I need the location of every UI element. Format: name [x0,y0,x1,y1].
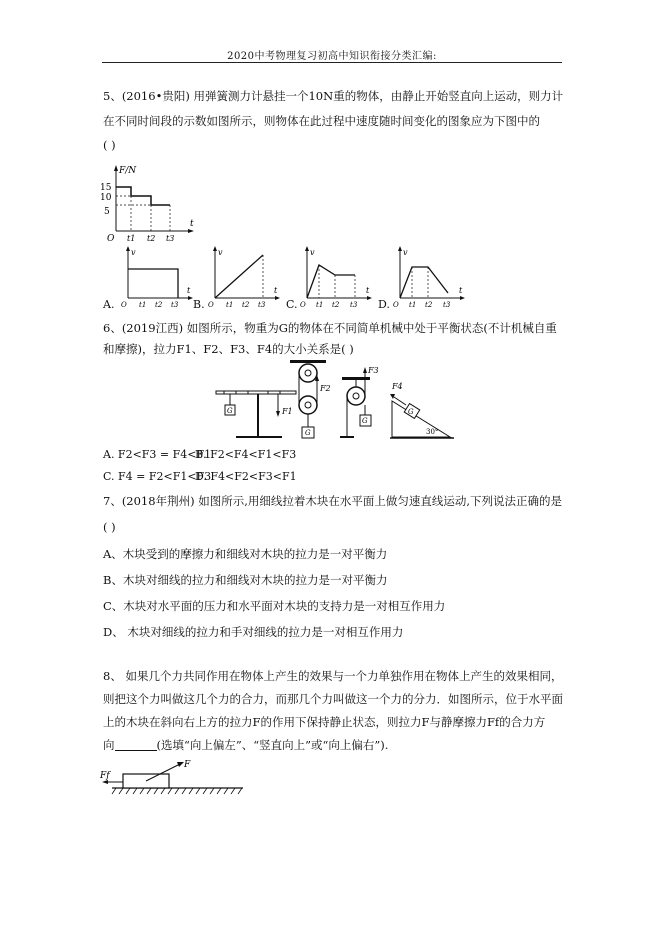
page-header: 2020中考物理复习初高中知识衔接分类汇编: [227,51,437,62]
q8-text-line3: 上的木块在斜向右上方的拉力F的作用下保持静止状态，则拉力F与静摩擦力Ff的合力方 [103,715,546,729]
figure-label: F2 [320,384,331,393]
q5-option-d-graph [390,245,465,310]
figure-label: t3 [258,301,266,309]
figure-label: F1 [282,407,293,416]
q7-option-b: B、木块对细线的拉力和细线对木块的拉力是一对平衡力 [103,573,388,587]
q5-text-line2: 在不同时间段的示数如图所示，则物体在此过程中速度随时间变化的图象应为下图中的 [103,114,540,128]
q8-text-line4 [103,737,388,753]
figure-label: t2 [155,301,163,309]
q5-text-line1: 5、(2016•贵阳) 用弹簧测力计悬挂一个10N重的物体，由静止开始竖直向上运动，则力计 [103,89,564,103]
q8-force-F: F [184,760,191,770]
figure-label: t3 [350,301,358,309]
q6-option-c: C. F4 = F2<F1<F3 [103,470,212,483]
q5-graph-xtick-t2: t2 [147,234,156,243]
figure-label: v [131,248,136,257]
q5-graph-xtick-t3: t3 [166,234,175,243]
q5-graph-ytick-5: 5 [104,207,110,217]
figure-label: t3 [443,301,451,309]
figure-label: G [227,407,233,415]
figure-label: t1 [316,301,324,309]
q6-option-d: D. F4<F2<F3<F1 [195,470,297,483]
q5-graph-ytick-15: 15 [100,183,112,193]
q5-graph-ytick-10: 10 [100,193,112,203]
figure-label: O [300,301,306,309]
figure-label: t [187,286,191,295]
q8-answer-blank [115,740,157,751]
figure-label: O [121,301,127,309]
figure-label: G [408,408,414,416]
q7-option-a: A、木块受到的摩擦力和细线对木块的拉力是一对平衡力 [103,547,388,561]
figure-label: G [362,417,368,425]
figure-label: t [459,286,463,295]
q8-text-line2: 则把这个力叫做这几个力的合力，而那几个力叫做这一个力的分力．如图所示，位于水平面 [103,692,563,706]
figure-label: t [274,286,278,295]
figure-label: t1 [226,301,234,309]
q8-line4-prefix: 向 [103,738,115,752]
q5-option-a-label: A. [103,298,115,311]
figure-label: F3 [368,366,379,375]
figure-label: O [208,301,214,309]
q5-graph-xlabel: t [190,219,194,229]
q7-text-line1: 7、(2018年荆州) 如图所示,用细线拉着木块在水平面上做匀速直线运动,下列说法正确的是 [103,494,563,508]
header-rule [102,62,562,63]
figure-label: t2 [242,301,250,309]
q5-graph-ylabel: F/N [119,166,137,176]
figure-label: v [218,248,223,257]
figure-label: t1 [409,301,417,309]
q8-text-line1: 8、 如果几个力共同作用在物体上产生的效果与一个力单独作用在物体上产生的效果相同， [103,669,563,683]
q5-bracket: ( ) [103,138,116,152]
q5-option-b-label: B. [193,298,205,311]
q6-text-line1: 6、(2019江西) 如图所示，物重为G的物体在不同简单机械中处于平衡状态(不计机械自重 [103,321,557,335]
q8-force-Ff: Ff [100,771,110,781]
q7-option-d: D、 木块对细线的拉力和手对细线的拉力是一对相互作用力 [103,625,404,639]
figure-label: v [310,248,315,257]
q5-force-time-graph [98,163,198,245]
q6-option-b: B. F2<F4<F1<F3 [195,448,297,461]
figure-label: F4 [392,382,403,391]
q5-option-d-label: D. [378,298,390,311]
q6-text-line2: 和摩擦)，拉力F1、F2、F3、F4的大小关系是( ) [103,342,354,356]
figure-label: v [403,248,408,257]
figure-label: t2 [332,301,340,309]
q7-bracket: ( ) [103,520,116,534]
figure-label: G [305,429,311,437]
q5-option-a-graph [118,245,193,310]
q5-option-b-graph [205,245,280,310]
q5-graph-xtick-t1: t1 [127,234,136,243]
figure-label: t [366,286,370,295]
figure-label: t2 [425,301,433,309]
q6-simple-machines-figure [212,359,457,443]
q5-graph-origin: O [107,234,115,244]
figure-label: t3 [171,301,179,309]
figure-label: O [393,301,399,309]
q8-block-force-figure [98,758,248,800]
q5-option-c-graph [297,245,372,310]
figure-label: t1 [139,301,147,309]
q6-option-a: A. F2<F3 = F4<F1 [103,448,212,461]
figure-label: 30° [426,428,439,436]
q8-line4-suffix: (选填“向上偏左”、“竖直向上”或“向上偏右”). [156,738,389,752]
q5-option-c-label: C. [286,298,298,311]
q7-option-c: C、木块对水平面的压力和水平面对木块的支持力是一对相互作用力 [103,599,446,613]
